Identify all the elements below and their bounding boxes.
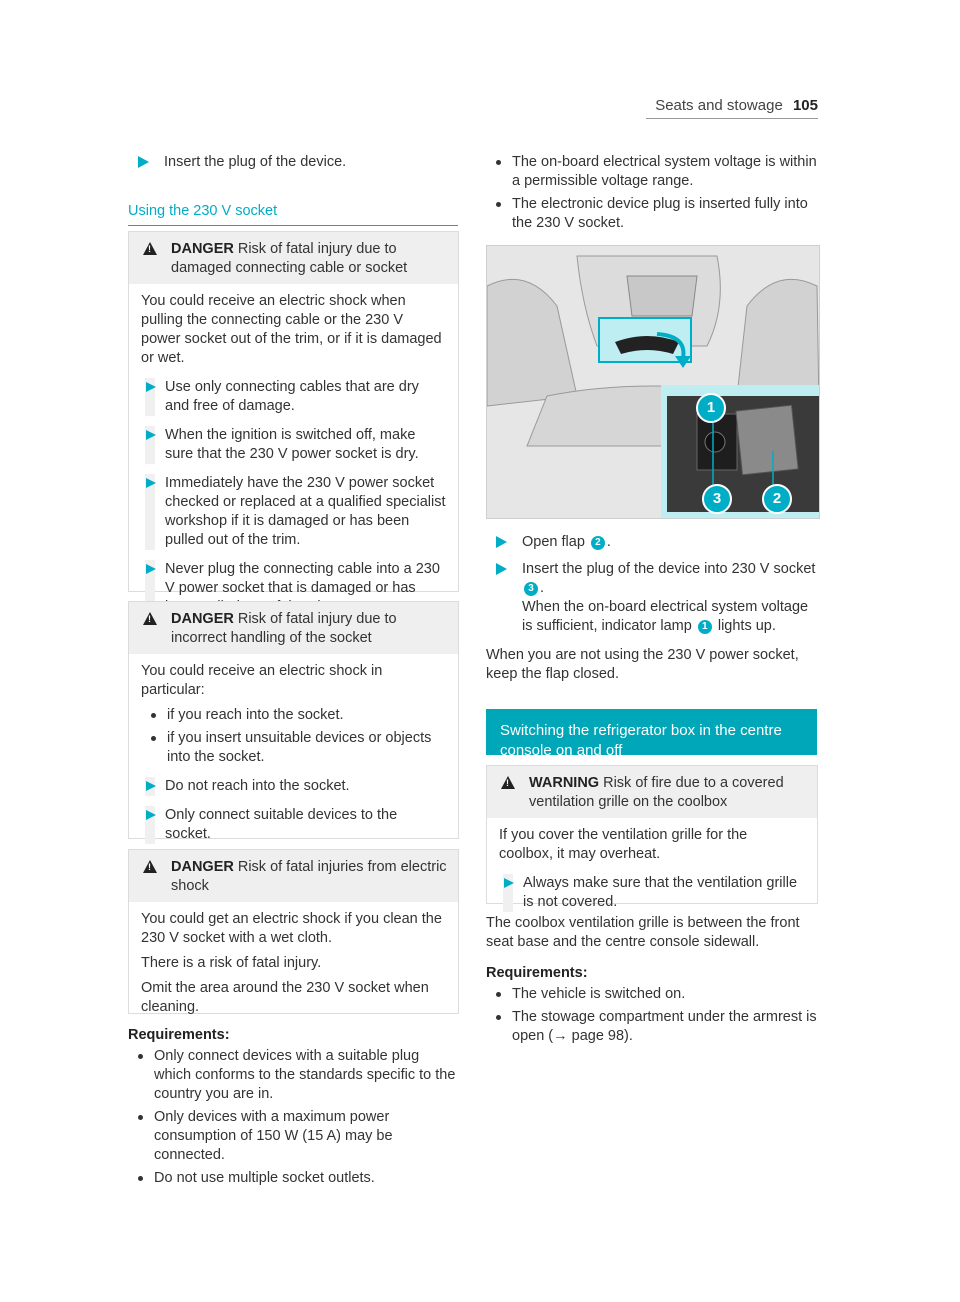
warning-title: Risk of fire due to a covered ventilation grille on the coolbox — [529, 775, 784, 810]
warning-keyword: WARNING — [529, 775, 600, 791]
danger-step: Do not reach into the socket. — [141, 777, 446, 796]
coolbox-paragraph: The coolbox ventilation grille is between the front seat base and the centre console sidewall. — [486, 915, 800, 950]
step-arrow-icon — [138, 156, 149, 168]
step-arrow-icon — [146, 781, 156, 791]
danger-header — [129, 232, 458, 284]
step-insert-plug — [128, 153, 458, 172]
warning-triangle-icon — [501, 776, 515, 789]
step-arrow-icon — [496, 536, 507, 548]
step-arrow-icon — [146, 810, 156, 820]
callout-3: 3 — [702, 484, 732, 514]
step-insert-plug-socket: Insert the plug of the device into 230 V socket 3 . When the on-board electrical system voltage is sufficient, indicator lamp 1 lights up. — [486, 560, 818, 636]
running-header — [655, 96, 818, 115]
danger-step: Never plug the connecting cable into a 230 V power socket that is damaged or has — [141, 560, 446, 617]
callout-1: 1 — [696, 393, 726, 423]
warning-step: Always make sure that the ventilation grille is not covered. — [499, 874, 805, 912]
list-item: Only devices with a maximum power consumption of 150 W (15 A) may be connected. — [128, 1108, 458, 1165]
list-item: if you insert unsuitable devices or objects into the socket. — [141, 729, 446, 767]
step-arrow-icon — [146, 564, 156, 574]
danger-keyword: DANGER — [171, 241, 234, 257]
section-title-refrigerator: Switching the refrigerator box in the centre console on and off — [486, 709, 817, 755]
warning-body: If you cover the ventilation grille for the coolbox, it may overheat. — [499, 827, 748, 862]
step-arrow-icon — [146, 478, 156, 488]
header-rule — [646, 118, 818, 119]
step-arrow-icon — [496, 563, 507, 575]
list-item: The electronic device plug is inserted fully into the 230 V socket. — [486, 195, 818, 233]
list-item: The vehicle is switched on. — [486, 985, 818, 1004]
right-steps — [486, 533, 818, 684]
danger-step: Use only connecting cables that are dry and free of damage. — [141, 378, 446, 416]
danger-header — [129, 602, 458, 654]
section-title-230v: Using the 230 V socket — [128, 202, 458, 226]
danger-box-1 — [128, 231, 459, 596]
page-number: 105 — [792, 97, 818, 114]
callout-2: 2 — [762, 484, 792, 514]
danger-step: Only connect suitable devices to the socket. — [141, 806, 446, 844]
requirements-label: Requirements: — [486, 965, 588, 981]
danger-header — [129, 850, 458, 902]
warning-box — [486, 765, 818, 910]
step-arrow-icon — [504, 878, 514, 888]
warning-triangle-icon — [143, 860, 157, 873]
warning-triangle-icon — [143, 242, 157, 255]
danger-keyword: DANGER — [171, 611, 234, 627]
danger-box-3 — [128, 849, 459, 1014]
step-text: Insert the plug of the device. — [164, 154, 347, 170]
step-open-flap: Open flap 2 . — [486, 533, 818, 552]
danger-title: Risk of fatal injuries from electric shock — [171, 859, 447, 894]
right-lower-text — [486, 914, 818, 1050]
requirements-label: Requirements: — [128, 1027, 230, 1043]
callout-badge: 1 — [698, 620, 712, 634]
right-bullets — [486, 153, 818, 237]
step-arrow-icon — [146, 382, 156, 392]
callout-badge: 3 — [524, 582, 538, 596]
socket-illustration — [486, 245, 820, 519]
warning-triangle-icon — [143, 612, 157, 625]
danger-title: Risk of fatal injury due to incorrect handling of the socket — [171, 611, 397, 646]
danger-body: You could receive an electric shock when pulling the connecting cable or the 230 V power socket out of the trim, or if it is damaged or wet. — [141, 293, 442, 366]
step-arrow-icon — [146, 430, 156, 440]
danger-body: There is a risk of fatal injury. — [141, 955, 322, 971]
danger-body: Omit the area around the 230 V socket when cleaning. — [141, 980, 429, 1015]
list-item: The on-board electrical system voltage is within a permissible voltage range. — [486, 153, 818, 191]
note-text: When you are not using the 230 V power socket, keep the flap closed. — [486, 647, 799, 682]
header-section-title: Seats and stowage — [655, 97, 783, 114]
list-item: Do not use multiple socket outlets. — [128, 1169, 458, 1188]
danger-step: Immediately have the 230 V power socket checked or replaced at a qualified specialist workshop if it is damaged or has been pulled out of the trim. — [141, 474, 446, 550]
callout-badge: 2 — [591, 536, 605, 550]
list-item: if you reach into the socket. — [141, 706, 446, 725]
list-item: The stowage compartment under the armrest is open (→ page 98). — [486, 1008, 818, 1046]
left-column — [128, 153, 458, 226]
list-item: Only connect devices with a suitable plug which conforms to the standards specific to the country you are in. — [128, 1047, 458, 1104]
danger-keyword: DANGER — [171, 859, 234, 875]
console-drawing — [487, 246, 819, 518]
danger-title: Risk of fatal injury due to damaged connecting cable or socket — [171, 241, 408, 276]
danger-step: When the ignition is switched off, make sure that the 230 V power socket is dry. — [141, 426, 446, 464]
danger-body: You could receive an electric shock in particular: — [141, 663, 383, 698]
left-requirements — [128, 1026, 458, 1192]
danger-box-2 — [128, 601, 459, 842]
danger-body: You could get an electric shock if you clean the 230 V socket with a wet cloth. — [141, 911, 442, 946]
warning-header — [487, 766, 817, 818]
